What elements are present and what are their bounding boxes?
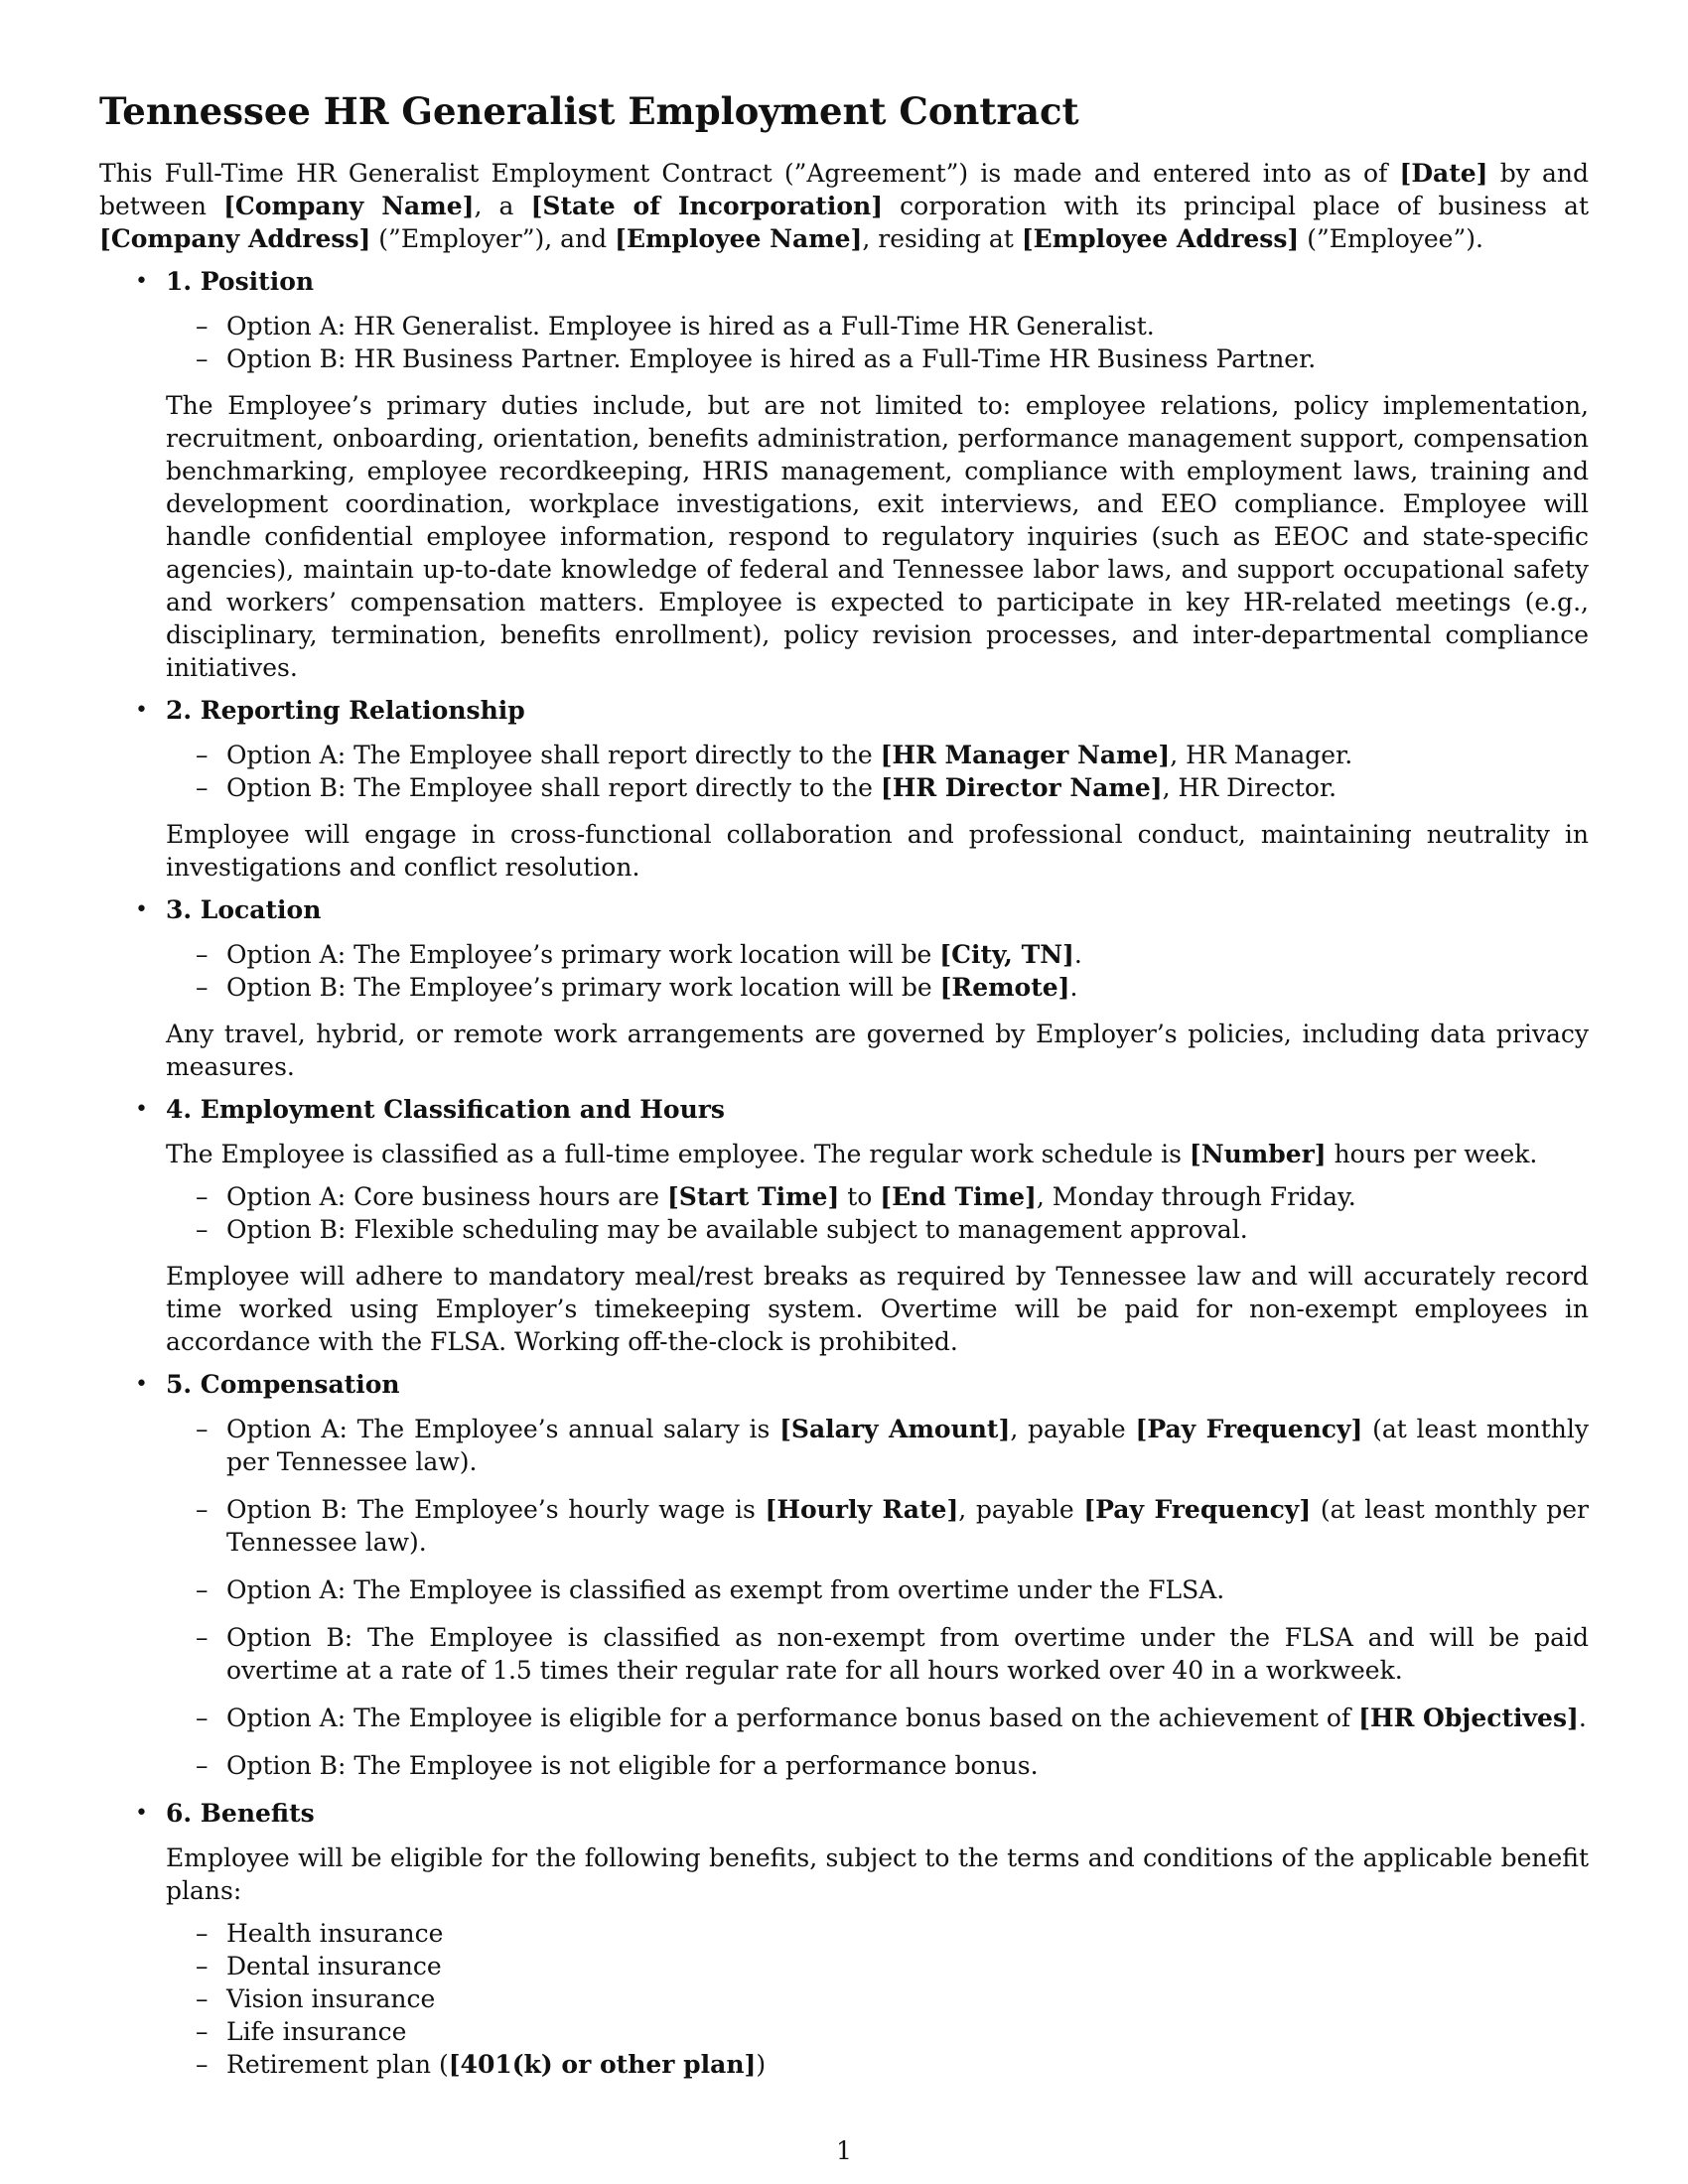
intro-paragraph: This Full-Time HR Generalist Employment Contract (”Agreement”) is made and entered into as of [Date] by and between [Company Name], a [State of Incorporation] corporation with its principal place of business at [Company Address] (”Employer”), and [Employee Name], residing at [Employee Address] (”Employee”). [99, 159, 1590, 253]
section-classification-hours [99, 1093, 1589, 1358]
benefits-list [166, 1917, 1589, 2081]
section-heading: 1. Position [166, 267, 315, 296]
list-item: – Option B: The Employee’s hourly wage is [Hourly Rate], payable [Pay Frequency] (at least monthly per Tennessee law). [196, 1495, 1590, 1557]
section-heading: 3. Location [166, 895, 322, 924]
section-paragraph: Employee will engage in cross-functional collaboration and professional conduct, maintaining neutrality in investigations and conflict resolution. [166, 820, 1589, 882]
list-item: – Option B: The Employee is classified as non-exempt from overtime under the FLSA and will be paid overtime at a rate of 1.5 times their regular rate for all hours worked over 40 in a workweek. [196, 1623, 1589, 1685]
list-item: – Option B: The Employee is not eligible for a performance bonus. [196, 1751, 1039, 1780]
employee-name-placeholder: [Employee Name] [615, 224, 863, 253]
list-item: – Option A: The Employee’s annual salary is [Salary Amount], payable [Pay Frequency] (at least monthly per Tennessee law). [196, 1415, 1590, 1476]
list-item: – Option A: Core business hours are [Start Time] to [End Time], Monday through Friday. [196, 1182, 1356, 1211]
list-item: – Health insurance [196, 1919, 444, 1948]
contract-page [99, 87, 1589, 2095]
list-item: – Option A: The Employee is eligible for a performance bonus based on the achievement of [HR Objectives]. [196, 1704, 1587, 1732]
list-item: – Dental insurance [196, 1952, 442, 1980]
section-position [99, 265, 1589, 684]
section-paragraph: Employee will be eligible for the following benefits, subject to the terms and conditions of the applicable benefit plans: [166, 1843, 1589, 1905]
section-paragraph: The Employee’s primary duties include, but are not limited to: employee relations, policy implementation, recruitment, onboarding, orientation, benefits administration, performance management support, compensation benchmarking, employee recordkeeping, HRIS management, compliance with employment laws, training and development coordination, workplace investigations, exit interviews, and EEO compliance. Employee will handle confidential employee information, respond to regulatory inquiries (such as EEOC and state-specific agencies), maintain up-to-date knowledge of federal and Tennessee labor laws, and support occupational safety and workers’ compensation matters. Employee is expected to participate in key HR-related meetings (e.g., disciplinary, termination, benefits enrollment), policy revision processes, and inter-departmental compliance initiatives. [166, 391, 1589, 682]
bullet-marker: • [135, 1097, 148, 1122]
list-item: – Option A: The Employee is classified as exempt from overtime under the FLSA. [196, 1575, 1225, 1604]
list-item: – Option A: The Employee’s primary work location will be [City, TN]. [196, 940, 1082, 969]
bullet-marker: • [135, 1801, 148, 1826]
option-list [166, 1413, 1589, 1782]
list-item: – Option A: The Employee shall report directly to the [HR Manager Name], HR Manager. [196, 741, 1353, 769]
list-item: – Option B: HR Business Partner. Employee is hired as a Full-Time HR Business Partner. [196, 344, 1317, 373]
section-paragraph: Any travel, hybrid, or remote work arrangements are governed by Employer’s policies, including data privacy measures. [166, 1020, 1589, 1081]
state-placeholder: [State of Incorporation] [530, 192, 884, 220]
option-list [166, 1180, 1589, 1246]
list-item: – Life insurance [196, 2017, 407, 2046]
option-list [166, 310, 1589, 375]
list-item: – Retirement plan ([401(k) or other plan]) [196, 2050, 767, 2079]
section-reporting [99, 694, 1589, 884]
section-heading: 6. Benefits [166, 1799, 315, 1828]
section-heading: 4. Employment Classification and Hours [166, 1095, 725, 1124]
bullet-marker: • [135, 698, 148, 723]
section-location [99, 893, 1589, 1083]
page-number: 1 [836, 2136, 852, 2165]
employee-address-placeholder: [Employee Address] [1021, 224, 1300, 253]
option-list [166, 938, 1589, 1004]
list-item: – Option B: The Employee’s primary work location will be [Remote]. [196, 973, 1078, 1002]
section-paragraph: Employee will adhere to mandatory meal/rest breaks as required by Tennessee law and will accurately record time worked using Employer’s timekeeping system. Overtime will be paid for non-exempt employees in accordance with the FLSA. Working off-the-clock is prohibited. [166, 1262, 1589, 1356]
list-item: – Vision insurance [196, 1984, 436, 2013]
section-benefits [99, 1797, 1589, 2081]
list-item: – Option A: HR Generalist. Employee is hired as a Full-Time HR Generalist. [196, 312, 1155, 341]
option-list [166, 739, 1589, 804]
list-item: – Option B: Flexible scheduling may be available subject to management approval. [196, 1215, 1248, 1244]
document-title: Tennessee HR Generalist Employment Contract [99, 89, 1079, 133]
list-item: – Option B: The Employee shall report directly to the [HR Director Name], HR Director. [196, 773, 1337, 802]
bullet-marker: • [135, 269, 148, 294]
section-compensation [99, 1368, 1589, 1782]
company-name-placeholder: [Company Name] [223, 192, 475, 220]
bullet-marker: • [135, 1372, 148, 1397]
date-placeholder: [Date] [1399, 159, 1488, 188]
bullet-marker: • [135, 897, 148, 922]
section-heading: 5. Compensation [166, 1370, 400, 1399]
section-heading: 2. Reporting Relationship [166, 696, 525, 725]
company-address-placeholder: [Company Address] [99, 224, 371, 253]
section-paragraph: The Employee is classified as a full-time employee. The regular work schedule is [Number] hours per week. [166, 1140, 1538, 1168]
